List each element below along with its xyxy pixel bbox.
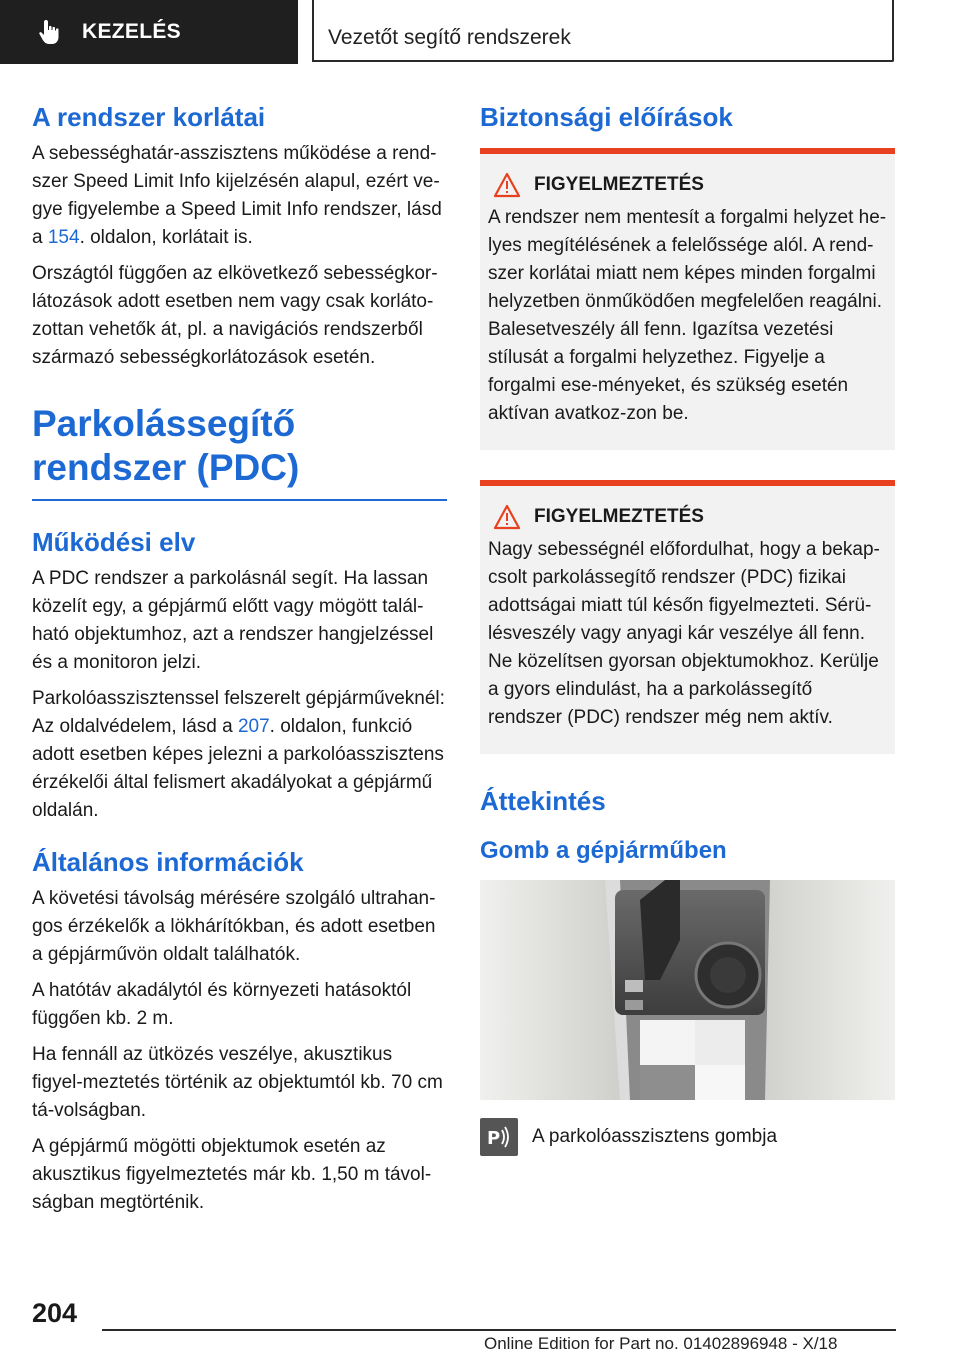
warning-title-1: FIGYELMEZTETÉS xyxy=(534,174,704,195)
chapter-divider xyxy=(32,499,447,501)
limits-text-b: . oldalon, korlátait is. xyxy=(79,227,253,248)
warning-text-1: A rendszer nem mentesít a forgalmi helyzet he-lyes megítélésének a felelőssége alól. A rend-szer korlátai miatt nem képes minden forgalmi helyzetben önműködően megfelelően reagálni. Balesetveszély áll fenn. Igazítsa vezetési stílusát a forgalmi helyzethez. Figyelje a forgalmi ese-ményeket, és szükség esetén aktívan avatkoz-zon be. xyxy=(488,207,887,424)
page-number: 204 xyxy=(32,1298,78,1328)
warning-box-2 xyxy=(480,480,895,754)
svg-text:P: P xyxy=(487,1128,501,1149)
general-info-heading: Általános információk xyxy=(32,847,304,877)
right-column xyxy=(480,100,895,1156)
general-paragraph-4: A gépjármű mögötti objektumok esetén az akusztikus figyelmeztetés már kb. 1,50 m távol-ságban megtörténik. xyxy=(32,1136,432,1213)
warning-triangle-icon xyxy=(494,504,520,530)
limits-paragraph-1 xyxy=(32,140,447,252)
section-label: KEZELÉS xyxy=(82,20,181,43)
edition-note: Online Edition for Part no. 01402896948 - X/18 xyxy=(484,1334,838,1353)
principle-text-a: Parkolóasszisztenssel felszerelt gépjárműveknél: Az oldalvédelem, lásd a xyxy=(32,688,445,737)
principle-paragraph-1: A PDC rendszer a parkolásnál segít. Ha lassan közelít egy, a gépjármű előtt vagy mögött talál-ható objektumhoz, azt a rendszer hangjelzéssel és a monitoron jelzi. xyxy=(32,568,434,673)
warning-box-1 xyxy=(480,148,895,450)
warning-title-2: FIGYELMEZTETÉS xyxy=(534,506,704,527)
center-console-photo xyxy=(480,880,895,1100)
general-paragraph-3: Ha fennáll az ütközés veszélye, akusztikus figyel-meztetés történik az objektumtól kb. 70 cm tá-volságban. xyxy=(32,1044,443,1121)
principle-text-b: . oldalon, funkció adott esetben képes jelezni a parkolóasszisztens érzékelői által felismert akadályokat a gépjármű oldalán. xyxy=(32,716,444,821)
pdc-chapter-heading: Parkolássegítő rendszer (PDC) xyxy=(32,403,300,488)
warning-triangle-icon xyxy=(494,172,520,198)
hand-pointer-icon xyxy=(36,18,64,46)
caption-text: A parkolóasszisztens gombja xyxy=(532,1126,778,1147)
warning-title-row-2 xyxy=(494,504,887,530)
general-paragraph-2: A hatótáv akadálytól és környezeti hatásoktól függően kb. 2 m. xyxy=(32,980,412,1029)
chapter-heading: Vezetőt segítő rendszerek xyxy=(328,26,571,49)
page-header xyxy=(0,0,960,66)
chapter-heading-box xyxy=(312,0,894,62)
principle-paragraph-2 xyxy=(32,685,447,825)
page-link-154[interactable]: 154 xyxy=(47,227,80,248)
principle-heading: Működési elv xyxy=(32,527,196,557)
limits-heading: A rendszer korlátai xyxy=(32,102,266,132)
limits-text-a: A sebességhatár-asszisztens működése a rend-szer Speed Limit Info kijelzésén alapul, ezért ve-gye figyelembe a Speed Limit Info rendszer, lásd a xyxy=(32,143,442,248)
footer-divider xyxy=(102,1329,896,1331)
warning-text-2: Nagy sebességnél előfordulhat, hogy a bekap-csolt parkolássegítő rendszer (PDC) fizikai adottságai miatt túl későn figyelmezteti. Sérü-lésveszély vagy anyagi kár veszélye áll fenn. Ne közelítsen gyorsan objektumokhoz. Kerülje a gyors elindulást, ha a parkolássegítő rendszer (PDC) rendszer még nem aktív. xyxy=(488,539,880,728)
limits-paragraph-2: Országtól függően az elkövetkező sebességkor-látozások adott esetben nem vagy csak korláto-zottan vehetők át, pl. a navigációs rendszerből származó sebességkorlátozások esetén. xyxy=(32,263,438,368)
general-paragraph-1: A követési távolság mérésére szolgáló ultrahan-gos érzékelők a lökhárítókban, és adott esetben a gépjárművön oldalt találhatók. xyxy=(32,888,436,965)
button-location-heading: Gomb a gépjárműben xyxy=(480,837,727,864)
section-tab xyxy=(0,0,298,64)
warning-title-row-1 xyxy=(494,172,887,198)
overview-heading: Áttekintés xyxy=(480,786,606,816)
photo-caption xyxy=(480,1118,895,1156)
safety-heading: Biztonsági előírások xyxy=(480,102,733,132)
parking-assistant-button-icon xyxy=(480,1118,518,1156)
page-link-207[interactable]: 207 xyxy=(237,716,270,737)
left-column xyxy=(32,100,447,1225)
